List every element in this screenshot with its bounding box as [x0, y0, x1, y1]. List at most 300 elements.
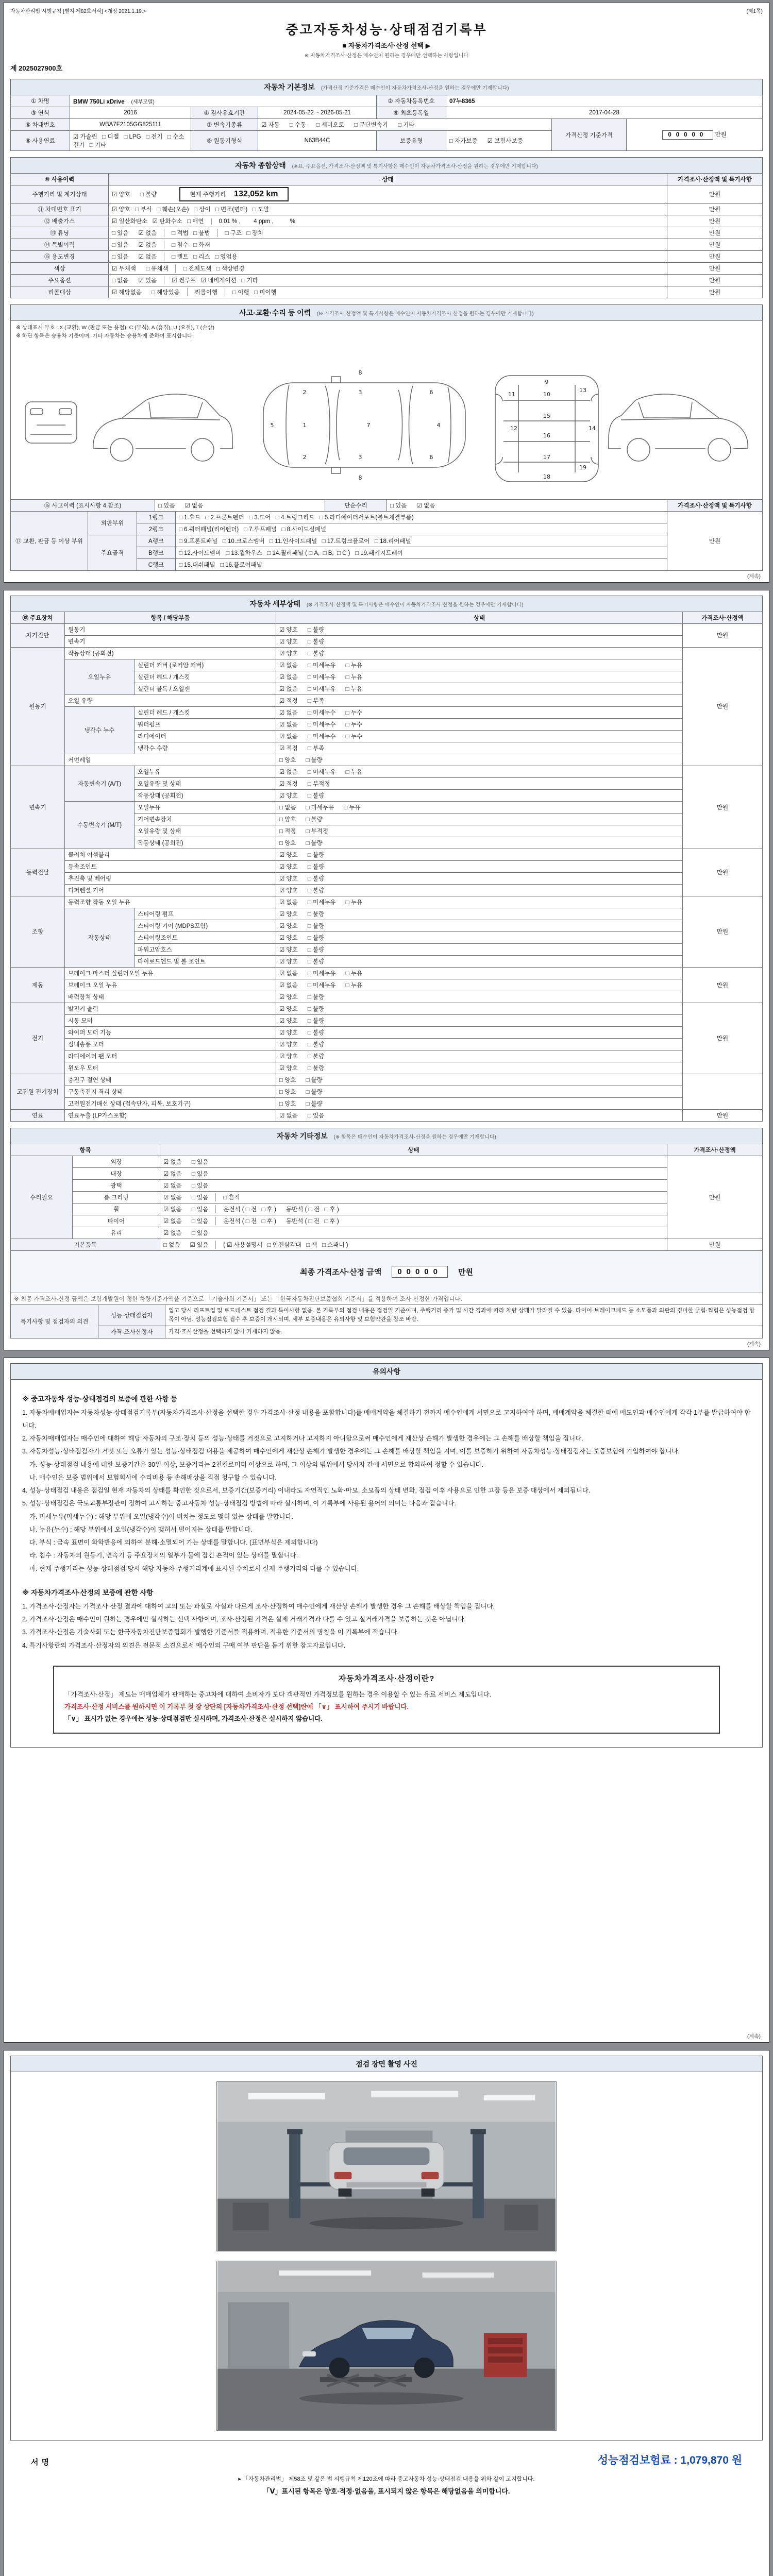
price-cell: 만원 [667, 1156, 763, 1239]
base-price-value: 00000 만원 [627, 119, 763, 151]
device-label: 원동기 [11, 647, 65, 766]
part-label: 동력조향 작동 오일 누유 [65, 896, 276, 908]
overall-row-vin-mark [11, 204, 763, 215]
overall-row-emission [11, 215, 763, 227]
part-label: 라디에이터 팬 모터 [65, 1050, 276, 1062]
form-reference: 자동차관리법 시행규칙 [별지 제82호서식] <개정 2021.1.19.> [10, 9, 146, 14]
state-checkbox-group: ☑ 양호 □ 불량 [276, 884, 683, 896]
svg-text:14: 14 [589, 425, 596, 432]
notice-line: 3. 가격조사·산정은 기술사회 또는 한국자동차진단보증협회가 발행한 기준서를 적용하며, 적용한 기준서의 명칭을 이 기록부에 적습니다. [22, 1629, 399, 1636]
state-checkbox-group: ☑ 없음 □ 미세누유 □ 누유 [276, 766, 683, 777]
subgroup-label: 자동변속기 (A/T) [65, 766, 135, 801]
photos-title: 점검 장면 촬영 사진 [356, 2059, 417, 2068]
rankA-label: A랭크 [137, 535, 176, 547]
device-label: 동력전달 [11, 849, 65, 896]
item-label: 유리 [73, 1227, 160, 1239]
svg-text:1: 1 [303, 421, 307, 429]
row-label: ⑫ 배출가스 [11, 215, 109, 227]
price-cell: 만원 [683, 766, 763, 849]
state-checkbox-group: ☑ 양호 □ 불량 [276, 1038, 683, 1050]
part-label: 스티어링조인트 [135, 931, 276, 943]
odometer-label: 현재 주행거리 [190, 192, 226, 198]
other-state-header: 상태 [160, 1144, 667, 1156]
part-label: 기어변속장치 [135, 813, 276, 825]
price-appraisal-info-box [53, 1666, 720, 1734]
section-basic-title: 자동차 기본정보 [264, 83, 315, 91]
part-label: 오일유량 및 상태 [135, 825, 276, 837]
price-cell: 만원 [683, 967, 763, 1003]
state-checkbox-group: ☑ 적정 □ 부족 [276, 694, 683, 706]
notice-line: 3. 자동차성능·상태점검자가 거짓 또는 오류가 있는 성능·상태점검 내용을 제공하여 매수인에게 재산상 손해가 발생한 경우에는 그 손해를 배상할 책임을 지며, 이를 보증하기 위하여 자동차성능·상태점검자는 보증보험에 가입하여야 합니다. [22, 1448, 680, 1455]
final-price-row [11, 1250, 763, 1293]
svg-text:6: 6 [429, 388, 433, 396]
notice-line: 나. 누유(누수) : 해당 부위에서 오일(냉각수)이 맺혀서 떨어지는 상태를 말합니다. [22, 1526, 253, 1533]
price-appraisal-info-line: 「∨」 표시가 없는 경우에는 성능·상태점검만 실시하며, 가격조사·산정은 실시하지 않습니다. [64, 1715, 323, 1723]
vin-label: ⑥ 차대번호 [11, 119, 70, 131]
state-checkbox-group: ☑ 없음 □ 있음 □ 흔적 [160, 1191, 667, 1203]
final-price-table [10, 1250, 763, 1305]
notice-line: 4. 성능·상태점검 내용은 점검일 현재 자동차의 상태를 확인한 것으로서, 보증기간(보증거리) 이내라도 자연적인 노화·마모, 소모품의 상태 변화, 점검 이후 사용으로 인한 고장 등은 보증 대상에서 제외됩니다. [22, 1487, 591, 1495]
rank2-checkbox-group: □ 6.쿼터패널(리어펜더) □ 7.루프패널 □ 8.사이드실패널 [176, 523, 667, 535]
section-detail-condition [10, 596, 763, 1122]
notices-header [10, 1363, 763, 1379]
footer-legal-line: ▸ 「자동차관리법」 제58조 및 같은 법 시행규칙 제120조에 따라 중고자동차 성능·상태점검 내용을 위와 같이 고지합니다. [238, 2476, 535, 2482]
svg-text:5: 5 [270, 421, 274, 429]
transmission-label: ⑦ 변속기종류 [191, 119, 258, 131]
part-label: 커먼레일 [65, 754, 276, 766]
part-label: 실린더 헤드 / 개스킷 [135, 671, 276, 683]
checkbox-group: □ 있음 ☑ 없음 [112, 254, 157, 260]
state-checkbox-group: ☑ 없음 □ 있음 [160, 1227, 667, 1239]
section-accident-header [10, 304, 763, 320]
notice-group1-title: ※ 중고자동차 성능·상태점검의 보증에 관한 사항 등 [22, 1395, 177, 1403]
outer-panel-label: 외판부위 [88, 511, 137, 535]
part-label: 오일유량 및 상태 [135, 777, 276, 789]
state-checkbox-group: ☑ 없음 □ 미세누유 □ 누유 [276, 967, 683, 979]
basic-items-label: 기본품목 [11, 1239, 160, 1250]
overall-row-special-history [11, 239, 763, 251]
section-basic-note: (가격산정 기준가격은 매수인이 자동차가격조사·산정을 원하는 경우에만 기재합니다) [321, 86, 509, 91]
price-cell: 만원 [683, 1003, 763, 1074]
model-year-label: ③ 연식 [11, 107, 70, 119]
car-damage-diagram [16, 343, 758, 497]
svg-text:2: 2 [303, 453, 307, 461]
car-submodel-label: (세부모델) [131, 99, 155, 105]
final-price-digits: 00000 [392, 1266, 448, 1278]
notice-line: 4. 특기사항란의 가격조사·산정자의 의견은 전문적 소견으로서 매수인의 구매 여부 판단을 돕기 위한 참고자료입니다. [22, 1641, 346, 1649]
device-label: 조향 [11, 896, 65, 967]
part-label: 구동축전지 격리 상태 [65, 1086, 276, 1097]
reg-number-value: 07누8365 [446, 95, 763, 107]
inspection-photo-2 [216, 2261, 557, 2431]
checkbox-group: □ 없음 ☑ 있음 [112, 278, 157, 284]
item-label: 룸 크리닝 [73, 1191, 160, 1203]
price-cell: 만원 [683, 647, 763, 766]
top-line [10, 7, 763, 14]
basic-info-table [10, 95, 763, 151]
section-detail-title: 자동차 세부상태 [249, 599, 300, 608]
rankC-label: C랭크 [137, 558, 176, 570]
final-price-unit: 만원 [458, 1267, 473, 1277]
engine-type-label: ⑨ 원동기형식 [191, 131, 258, 151]
svg-text:16: 16 [543, 432, 550, 439]
part-label: 시동 모터 [65, 1014, 276, 1026]
overall-state-header: 상태 [109, 174, 667, 185]
part-label: 클러치 어셈블리 [65, 849, 276, 860]
part-label: 스티어링 기어 (MDPS포함) [135, 920, 276, 931]
inspection-period-value: 2024-05-22 ~ 2026-05-21 [258, 107, 377, 119]
mileage-state-cell [109, 185, 667, 204]
notice-group1-list [22, 1406, 751, 1575]
device-label: 변속기 [11, 766, 65, 849]
tuning-cell [109, 227, 667, 239]
price-cell [683, 1074, 763, 1109]
overall-condition-table [10, 173, 763, 298]
rankB-label: B랭크 [137, 547, 176, 558]
notices-title: 유의사항 [372, 1367, 401, 1376]
state-checkbox-group: ☑ 양호 □ 불량 [276, 647, 683, 659]
svg-text:9: 9 [545, 378, 549, 385]
row-label: ⑮ 용도변경 [11, 251, 109, 263]
exchange-price-cell: 만원 [667, 511, 763, 570]
part-label: 추진축 및 베어링 [65, 872, 276, 884]
state-checkbox-group: ☑ 없음 □ 미세누수 □ 누수 [276, 706, 683, 718]
notice-line: 1. 자동차매매업자는 자동차성능·상태점검기록부(자동차가격조사·산정을 선택한 경우 가격조사·산정 내용을 포함합니다)를 매매계약을 체결하기 전까지 매수인에게 서면으로 고지하여야 하며, 매매계약을 체결한 때에 매도인과 매수인에게 각각 1부를 발급하여야 합니다. [22, 1409, 751, 1429]
rank2-label: 2랭크 [137, 523, 176, 535]
row-label: ⑭ 특별이력 [11, 239, 109, 251]
price-cell: 만원 [667, 263, 763, 275]
signature-label: 서명 [31, 2458, 52, 2467]
price-cell: 만원 [667, 215, 763, 227]
state-checkbox-group: □ 양호 □ 불량 [276, 754, 683, 766]
price-cell: 만원 [667, 1239, 763, 1250]
device-label: 자기진단 [11, 623, 65, 647]
color-cell [109, 263, 667, 275]
price-cell: 만원 [683, 1109, 763, 1121]
notice-line: 마. 현재 주행거리는 성능·상태점검 당시 해당 자동차 주행거리계에 표시된 수치로서 실제 주행거리와 다를 수 있습니다. [22, 1565, 359, 1572]
engine-type-value: N63B44C [258, 131, 377, 151]
state-checkbox-group: ☑ 양호 □ 불량 [276, 789, 683, 801]
notice-line: 가. 미세누유(미세누수) : 해당 부위에 오일(냉각수)이 비치는 정도로 맺혀 있는 상태를 말합니다. [22, 1513, 293, 1520]
svg-text:11: 11 [508, 391, 515, 398]
overall-row-color [11, 263, 763, 275]
state-checkbox-group: ☑ 없음 □ 있음 운전석 ( □ 전 □ 후 ) 동반석 ( □ 전 □ 후 ) [160, 1215, 667, 1227]
checkbox-group: □ 구조 □ 장치 [217, 229, 268, 237]
rankA-checkbox-group: □ 9.프론트패널 □ 10.크로스멤버 □ 11.인사이드패널 □ 17.트렁크플로어 □ 18.리어패널 [176, 535, 667, 547]
checkbox-group: ☑ 양호 □ 불량 [112, 192, 157, 198]
section-overall-note: (※표, 주요옵션, 가격조사·산정액 및 특기사항은 매수인이 자동차가격조사·산정을 원하는 경우에만 기재합니다) [292, 164, 538, 170]
svg-text:3: 3 [358, 388, 362, 396]
remarks-table [10, 1304, 763, 1338]
state-checkbox-group: ☑ 없음 □ 미세누유 □ 누유 [276, 659, 683, 671]
notice-line: 나. 매수인은 보증 범위에서 보험회사에 수리비용 등 손해배상을 직접 청구할 수 있습니다. [22, 1473, 277, 1481]
state-checkbox-group: ☑ 양호 □ 불량 [276, 955, 683, 967]
car-name-label: ① 차명 [11, 95, 70, 107]
exchange-label: ⑰ 교환, 판금 등 이상 부위 [11, 511, 88, 570]
rank1-checkbox-group: □ 1.후드 □ 2.프론트펜더 □ 3.도어 □ 4.트렁크리드 □ 5.라디에이터서포트(볼트체결부품) [176, 511, 667, 523]
section-notices [10, 1363, 763, 1748]
row-label: 주행거리 및 계기상태 [11, 185, 109, 204]
emission-cell [109, 215, 667, 227]
state-checkbox-group: □ 양호 □ 불량 [276, 1074, 683, 1086]
part-label: 브레이크 마스터 실린더오일 누유 [65, 967, 276, 979]
svg-text:6: 6 [429, 453, 433, 461]
state-checkbox-group: ☑ 적정 □ 부족 [276, 742, 683, 754]
part-label: 라디에이터 [135, 730, 276, 742]
price-appraisal-select-line: ■ 자동차가격조사·산정 선택 ▶ [342, 42, 431, 49]
price-appraisal-select-note: ※ 자동차가격조사·산정은 매수인이 원하는 경우에만 선택하는 사항입니다 [304, 53, 469, 59]
checkbox-group: ☑ 일산화탄소 ☑ 탄화수소 □ 매연 [112, 218, 204, 225]
svg-text:13: 13 [579, 386, 586, 394]
state-checkbox-group: ☑ 없음 □ 미세누수 □ 누수 [276, 718, 683, 730]
detail-device-header: ⑱ 주요장치 [11, 612, 65, 623]
overall-row-recall [11, 286, 763, 298]
item-label: 외장 [73, 1156, 160, 1167]
accident-price-header: 가격조사·산정액 및 특기사항 [667, 499, 763, 511]
state-checkbox-group: ☑ 없음 □ 미세누유 □ 누유 [276, 683, 683, 694]
svg-text:17: 17 [543, 453, 550, 461]
svg-text:12: 12 [510, 425, 517, 432]
state-checkbox-group: ☑ 양호 □ 불량 [276, 1003, 683, 1014]
inspector-comment: 입고 당시 리프트업 및 로드테스트 점검 결과 특이사항 없음. 본 기록부의 점검 내용은 점검일 기준이며, 주행거리 증가 및 시간 경과에 따라 차량 상태가 달라질 수 있음. 타이어·브레이크패드 등 소모품과 외판의 경미한 긁힘·찍힘은 성능점검 항목이 아님. 성능점검보험 접수 후 보증이 개시되며, 세부 보증내용은 유의사항 및 보험약관을 참조 바람. [165, 1304, 763, 1326]
state-checkbox-group: ☑ 적정 □ 부적정 [276, 777, 683, 789]
exchange-panel-table [10, 511, 763, 571]
car-name-value: BMW 750Li xDrive (세부모델) [70, 95, 377, 107]
row-label: 주요옵션 [11, 275, 109, 286]
options-cell [109, 275, 667, 286]
part-label: 브레이크 오일 누유 [65, 979, 276, 991]
item-label: 타이어 [73, 1215, 160, 1227]
repair-needed-label: 수리필요 [11, 1156, 73, 1239]
part-label: 디퍼렌셜 기어 [65, 884, 276, 896]
photos-body [10, 2072, 763, 2441]
checkbox-group: □ 전체도색 □ 색상변경 [175, 264, 249, 273]
state-checkbox-group: ☑ 양호 □ 불량 [276, 1050, 683, 1062]
state-checkbox-group: ☑ 양호 □ 불량 [276, 849, 683, 860]
svg-text:18: 18 [543, 473, 550, 480]
recall-sub-label: 리콜이행 [187, 288, 223, 296]
page-side-note: (제1쪽) [746, 9, 763, 14]
state-checkbox-group: ☑ 없음 □ 미세누유 □ 누유 [276, 671, 683, 683]
part-label: 오일누유 [135, 801, 276, 813]
vin-value: WBA7F2105GG825111 [70, 119, 191, 131]
odometer-value: 132,052 km [234, 190, 278, 198]
state-checkbox-group: ☑ 양호 □ 불량 [276, 1014, 683, 1026]
state-checkbox-group: ☑ 양호 □ 불량 [276, 908, 683, 920]
state-checkbox-group: ☑ 양호 □ 불량 [276, 1062, 683, 1074]
reg-number-label: ② 자동차등록번호 [377, 95, 446, 107]
row-label: 색상 [11, 263, 109, 275]
state-checkbox-group: ☑ 없음 □ 있음 [160, 1167, 667, 1179]
section-detail-note: (※ 가격조사·산정액 및 특기사항은 매수인이 자동차가격조사·산정을 원하는 경우에만 기재합니다) [306, 602, 524, 608]
checkbox-group: □ 침수 □ 화재 [164, 241, 215, 249]
part-label: 파워고압호스 [135, 943, 276, 955]
price-cell: 만원 [667, 227, 763, 239]
subgroup-label: 오일누유 [65, 659, 135, 694]
notice-line: 5. 성능·상태점검은 국토교통부장관이 정하여 고시하는 중고자동차 성능·상태점검 방법에 따라 실시하며, 이 기록부에 사용된 용어의 의미는 다음과 같습니다. [22, 1500, 456, 1507]
section-accident-history [10, 304, 763, 571]
accident-history-checkboxes: □ 있음 ☑ 없음 [155, 499, 325, 511]
svg-text:19: 19 [579, 464, 586, 471]
price-appraisal-info-title: 자동차가격조사·산정이란? [338, 1674, 435, 1683]
notice-line: 가. 성능·상태점검 내용에 대한 보증기간은 30일 이상, 보증거리는 2천킬로미터 이상으로 하며, 그 이상의 범위에서 당사자 간에 서면으로 합의하여 정할 수 있습니다. [22, 1461, 484, 1468]
svg-text:7: 7 [366, 421, 371, 429]
price-cell: 만원 [683, 849, 763, 896]
usage-change-cell [109, 251, 667, 263]
main-frame-label: 주요골격 [88, 535, 137, 570]
model-year-value: 2016 [70, 107, 191, 119]
part-label: 오일누유 [135, 766, 276, 777]
part-label: 배력장치 상태 [65, 991, 276, 1003]
checkbox-group: □ 렌트 □ 리스 □ 영업용 [164, 252, 242, 261]
part-label: 워터펌프 [135, 718, 276, 730]
part-label: 작동상태 (공회전) [135, 837, 276, 849]
remarks-label: 특기사항 및 점검자의 의견 [11, 1304, 98, 1338]
basic-items-checkboxes: □ 없음 ☑ 있음 ( ☑ 사용설명서 □ 안전삼각대 □ 잭 □ 스패너 ) [160, 1239, 667, 1250]
row-label: ⑪ 차대번호 표기 [11, 204, 109, 215]
simple-repair-checkboxes: □ 있음 ☑ 없음 [387, 499, 667, 511]
state-code-legend-2: ※ 하단 항목은 승용차 기준이며, 기타 자동차는 승용차에 준하여 표시합니다. [16, 332, 194, 339]
state-checkbox-group: ☑ 양호 □ 불량 [276, 931, 683, 943]
final-price-basis-note: ※ 최종 가격조사·산정 금액은 보험개발원이 정한 차량기준가액을 기준으로 「기술사회 기준서」 또는 「한국자동차진단보증협회 기준서」를 적용하여 조사·산정한 가격입니다. [11, 1293, 763, 1304]
final-price-label: 최종 가격조사·산정 금액 [300, 1267, 382, 1277]
svg-text:8: 8 [358, 474, 362, 481]
svg-text:3: 3 [358, 453, 362, 461]
notice-line: 다. 부식 : 금속 표면이 화학반응에 의하여 분해·소멸되어 가는 상태를 말합니다. (표면부식은 제외합니다) [22, 1539, 318, 1547]
part-label: 냉각수 수량 [135, 742, 276, 754]
item-label: 휠 [73, 1203, 160, 1215]
device-label: 고전원 전기장치 [11, 1074, 65, 1109]
section-accident-title: 사고·교환·수리 등 이력 [239, 309, 311, 317]
state-code-legend-1: ※ 상태표시 부호 : X (교환), W (판금 또는 용접), C (부식), A (흠집), U (요철), T (손상) [16, 325, 214, 331]
inspection-insurance-fee: 성능점검보험료 : 1,079,870 원 [597, 2454, 742, 2466]
part-label: 충전구 절연 상태 [65, 1074, 276, 1086]
checkbox-group: □ 적법 □ 불법 [164, 229, 215, 237]
document-title: 중고자동차성능·상태점검기록부 [285, 23, 488, 37]
notice-line: 1. 가격조사·산정자는 가격조사·산정 결과에 대하여 고의 또는 과실로 사실과 다르게 조사·산정하여 매수인에게 재산상 손해가 발생한 경우 그 손해를 배상할 책임을 집니다. [22, 1602, 495, 1610]
first-reg-date-label: ⑤ 최초등록일 [377, 107, 446, 119]
state-checkbox-group: ☑ 양호 □ 불량 [276, 860, 683, 872]
section-accident-note: (※ 가격조사·산정액 및 특기사항은 매수인이 자동차가격조사·산정을 원하는 경우에만 기재합니다) [317, 311, 534, 317]
state-checkbox-group: □ 양호 □ 불량 [276, 813, 683, 825]
notice-group2-list [22, 1600, 751, 1652]
footer-mark-explanation: 「Ⅴ」표시된 항목은 양호·적정·없음을, 표시되지 않은 항목은 해당없음을 의미합니다. [263, 2487, 510, 2495]
photos-header [10, 2056, 763, 2072]
state-checkbox-group: ☑ 없음 □ 있음 [276, 1109, 683, 1121]
state-checkbox-group: ☑ 없음 □ 미세누유 □ 누유 [276, 979, 683, 991]
continued-marker: (계속) [747, 2033, 761, 2040]
subgroup-label: 수동변속기 (M/T) [65, 801, 135, 849]
special-history-cell [109, 239, 667, 251]
state-checkbox-group: ☑ 없음 □ 있음 운전석 ( □ 전 □ 후 ) 동반석 ( □ 전 □ 후 ) [160, 1203, 667, 1215]
state-checkbox-group: ☑ 양호 □ 불량 [276, 872, 683, 884]
inspector-label: 성능·상태점검자 [98, 1304, 165, 1326]
continued-marker: (계속) [747, 573, 761, 580]
part-label: 실린더 커버 (로커암 커버) [135, 659, 276, 671]
item-label: 광택 [73, 1179, 160, 1191]
state-checkbox-group: ☑ 양호 □ 불량 [276, 1026, 683, 1038]
state-checkbox-group: ☑ 양호 □ 불량 [276, 635, 683, 647]
state-checkbox-group: □ 적정 □ 부적정 [276, 825, 683, 837]
state-checkbox-group: ☑ 없음 □ 있음 [160, 1179, 667, 1191]
device-label: 제동 [11, 967, 65, 1003]
svg-text:10: 10 [543, 391, 550, 398]
row-label: 리콜대상 [11, 286, 109, 298]
price-cell: 만원 [683, 623, 763, 647]
simple-repair-label: 단순수리 [325, 499, 387, 511]
part-label: 실린더 블록 / 오일팬 [135, 683, 276, 694]
fuel-label: ⑧ 사용연료 [11, 131, 70, 151]
sheet-4 [4, 2050, 769, 2576]
state-checkbox-group: ☑ 양호 □ 불량 [276, 623, 683, 635]
part-label: 와이퍼 모터 기능 [65, 1026, 276, 1038]
state-checkbox-group: ☑ 없음 □ 있음 [160, 1156, 667, 1167]
document-number: 제 2025027900호 [10, 64, 63, 72]
overall-row-options [11, 275, 763, 286]
price-appraisal-info-line: 가격조사·산정 서비스를 원하시면 이 기록부 첫 장 상단의 [자동차가격조사·산정 선택]란에 「∨」 표시하여 주시기 바랍니다. [64, 1703, 409, 1710]
rankB-checkbox-group: □ 12.사이드멤버 □ 13.휠하우스 □ 14.필러패널 ( □ A, □ B, □ C ) □ 19.패키지트레이 [176, 547, 667, 558]
checkbox-group: □ 있음 ☑ 없음 [112, 230, 157, 236]
section-overall-condition [10, 157, 763, 298]
first-reg-date-value: 2017-04-28 [446, 107, 763, 119]
notice-line: 라. 침수 : 자동차의 원동기, 변속기 등 주요장치의 일부가 물에 잠긴 흔적이 있는 상태를 말합니다. [22, 1552, 298, 1560]
checkbox-group: ☑ 양호 □ 부식 □ 훼손(오손) □ 상이 □ 변조(변타) □ 도말 [109, 204, 667, 215]
signature-row [31, 2452, 742, 2467]
price-cell: 만원 [667, 275, 763, 286]
inspection-photo-1 [216, 2081, 557, 2251]
section-other-note: (※ 항목은 매수인이 자동차가격조사·산정을 원하는 경우에만 기재합니다) [333, 1134, 496, 1140]
checkbox-group: □ 있음 ☑ 없음 [112, 242, 157, 248]
checkbox-group: ☑ 무채색 □ 유채색 [112, 266, 169, 272]
detail-price-header: 가격조사·산정액 [683, 612, 763, 623]
price-cell: 만원 [667, 204, 763, 215]
transmission-checkbox-group: ☑ 자동 □ 수동 □ 세미오토 □ 무단변속기 □ 기타 [258, 119, 552, 131]
device-label: 전기 [11, 1003, 65, 1074]
row-label: ⑬ 튜닝 [11, 227, 109, 239]
checkbox-group: ☑ 썬루프 ☑ 네비게이션 □ 기타 [164, 276, 263, 284]
state-checkbox-group: ☑ 양호 □ 불량 [276, 943, 683, 955]
detail-item-header: 항목 / 해당부품 [65, 612, 276, 623]
detail-condition-table [10, 612, 763, 1122]
appraiser-label: 가격·조사산정자 [98, 1326, 165, 1338]
state-checkbox-group: ☑ 없음 □ 미세누유 □ 누유 [276, 896, 683, 908]
svg-text:8: 8 [358, 369, 362, 376]
recall-cell [109, 286, 667, 298]
price-cell: 만원 [667, 251, 763, 263]
section-detail-header [10, 596, 763, 612]
svg-text:15: 15 [543, 412, 550, 419]
odometer-box [179, 187, 288, 201]
part-label: 작동상태 (공회전) [65, 647, 276, 659]
notice-group2-title: ※ 자동차가격조사·산정의 보증에 관한 사항 [22, 1588, 154, 1597]
svg-text:4: 4 [436, 421, 441, 429]
section-overall-header [10, 157, 763, 173]
state-checkbox-group: □ 양호 □ 불량 [276, 1086, 683, 1097]
detail-state-header: 상태 [276, 612, 683, 623]
other-info-table [10, 1144, 763, 1251]
checkbox-group: ☑ 해당없음 □ 해당있음 [112, 290, 180, 296]
part-label: 변속기 [65, 635, 276, 647]
state-checkbox-group: ☑ 없음 □ 미세누수 □ 누수 [276, 730, 683, 742]
accident-history-label: ⑯ 사고이력 (표시사항 4.참조) [11, 499, 155, 511]
subgroup-label: 냉각수 누수 [65, 706, 135, 754]
part-label: 스티어링 펌프 [135, 908, 276, 920]
state-checkbox-group: □ 없음 □ 미세누유 □ 누유 [276, 801, 683, 813]
part-label: 타이로드엔드 및 볼 조인트 [135, 955, 276, 967]
overall-row-mileage [11, 185, 763, 204]
part-label: 작동상태 (공회전) [135, 789, 276, 801]
section-basic-info [10, 79, 763, 151]
